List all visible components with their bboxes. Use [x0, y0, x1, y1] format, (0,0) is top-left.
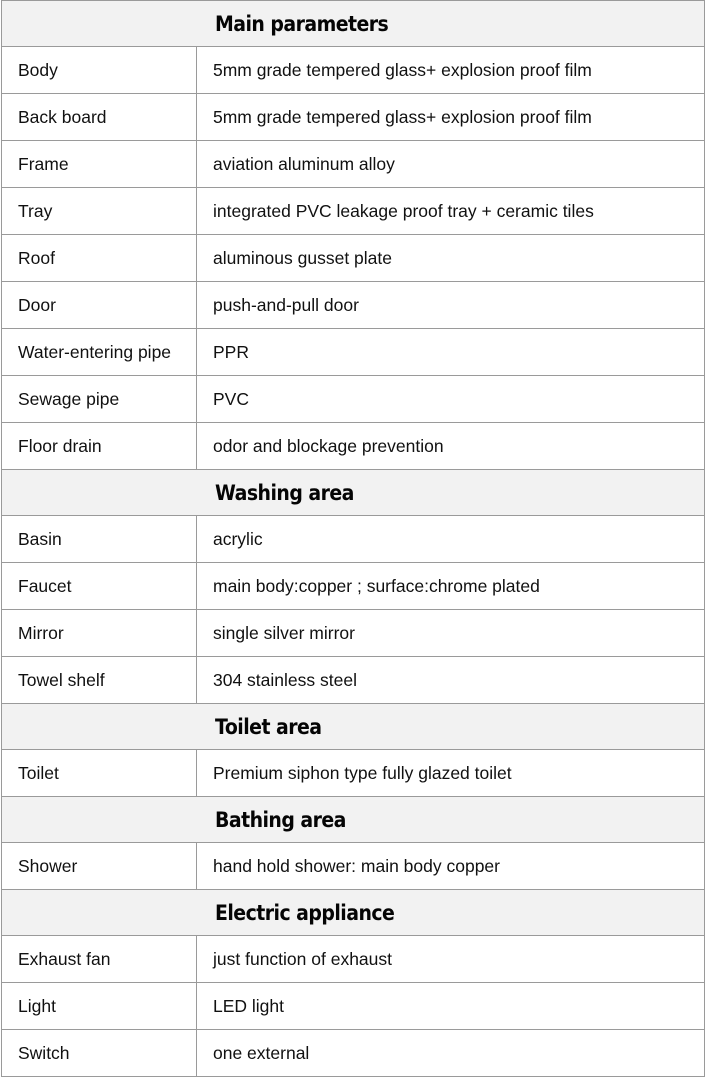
- row-label: Back board: [2, 94, 197, 141]
- table-row: [2, 423, 705, 470]
- table-row: [2, 563, 705, 610]
- row-value: Premium siphon type fully glazed toilet: [197, 750, 705, 797]
- table-row: [2, 235, 705, 282]
- table-row: [2, 843, 705, 890]
- row-value: just function of exhaust: [197, 936, 705, 983]
- section-title: Washing area: [215, 480, 354, 505]
- row-label: Faucet: [2, 563, 197, 610]
- row-value: PPR: [197, 329, 705, 376]
- row-label: Switch: [2, 1030, 197, 1077]
- section-title: Electric appliance: [215, 900, 395, 925]
- row-value: push-and-pull door: [197, 282, 705, 329]
- table-row: [2, 141, 705, 188]
- row-label: Roof: [2, 235, 197, 282]
- table-row: [2, 657, 705, 704]
- row-label: Floor drain: [2, 423, 197, 470]
- row-value: 5mm grade tempered glass+ explosion proof film: [197, 47, 705, 94]
- table-row: [2, 750, 705, 797]
- row-label: Towel shelf: [2, 657, 197, 704]
- row-value: main body:copper ; surface:chrome plated: [197, 563, 705, 610]
- table-row: [2, 94, 705, 141]
- row-value: PVC: [197, 376, 705, 423]
- table-row: [2, 1030, 705, 1077]
- row-value: aluminous gusset plate: [197, 235, 705, 282]
- row-label: Tray: [2, 188, 197, 235]
- section-header-cell: [2, 797, 705, 843]
- row-value: 5mm grade tempered glass+ explosion proof film: [197, 94, 705, 141]
- row-label: Door: [2, 282, 197, 329]
- row-value: acrylic: [197, 516, 705, 563]
- row-label: Water-entering pipe: [2, 329, 197, 376]
- row-label: Body: [2, 47, 197, 94]
- section-title: Main parameters: [215, 11, 389, 36]
- section-header-cell: [2, 1, 705, 47]
- row-label: Basin: [2, 516, 197, 563]
- table-row: [2, 329, 705, 376]
- section-header-main-parameters: [2, 1, 705, 47]
- row-label: Exhaust fan: [2, 936, 197, 983]
- row-value: LED light: [197, 983, 705, 1030]
- table-row: [2, 188, 705, 235]
- table-row: [2, 936, 705, 983]
- section-title: Bathing area: [215, 807, 346, 832]
- row-label: Toilet: [2, 750, 197, 797]
- row-value: aviation aluminum alloy: [197, 141, 705, 188]
- section-header-cell: [2, 704, 705, 750]
- row-label: Shower: [2, 843, 197, 890]
- row-value: 304 stainless steel: [197, 657, 705, 704]
- row-value: odor and blockage prevention: [197, 423, 705, 470]
- row-value: integrated PVC leakage proof tray + ceramic tiles: [197, 188, 705, 235]
- table-row: [2, 282, 705, 329]
- section-header-cell: [2, 890, 705, 936]
- table-row: [2, 376, 705, 423]
- row-value: hand hold shower: main body copper: [197, 843, 705, 890]
- section-header-cell: [2, 470, 705, 516]
- table-row: [2, 610, 705, 657]
- section-header-toilet-area: [2, 704, 705, 750]
- section-header-washing-area: [2, 470, 705, 516]
- row-label: Light: [2, 983, 197, 1030]
- row-label: Frame: [2, 141, 197, 188]
- section-title: Toilet area: [215, 714, 322, 739]
- row-label: Sewage pipe: [2, 376, 197, 423]
- row-label: Mirror: [2, 610, 197, 657]
- row-value: one external: [197, 1030, 705, 1077]
- row-value: single silver mirror: [197, 610, 705, 657]
- table-row: [2, 47, 705, 94]
- table-row: [2, 983, 705, 1030]
- section-header-electric-appliance: [2, 890, 705, 936]
- section-header-bathing-area: [2, 797, 705, 843]
- specification-table: [1, 0, 705, 1077]
- table-row: [2, 516, 705, 563]
